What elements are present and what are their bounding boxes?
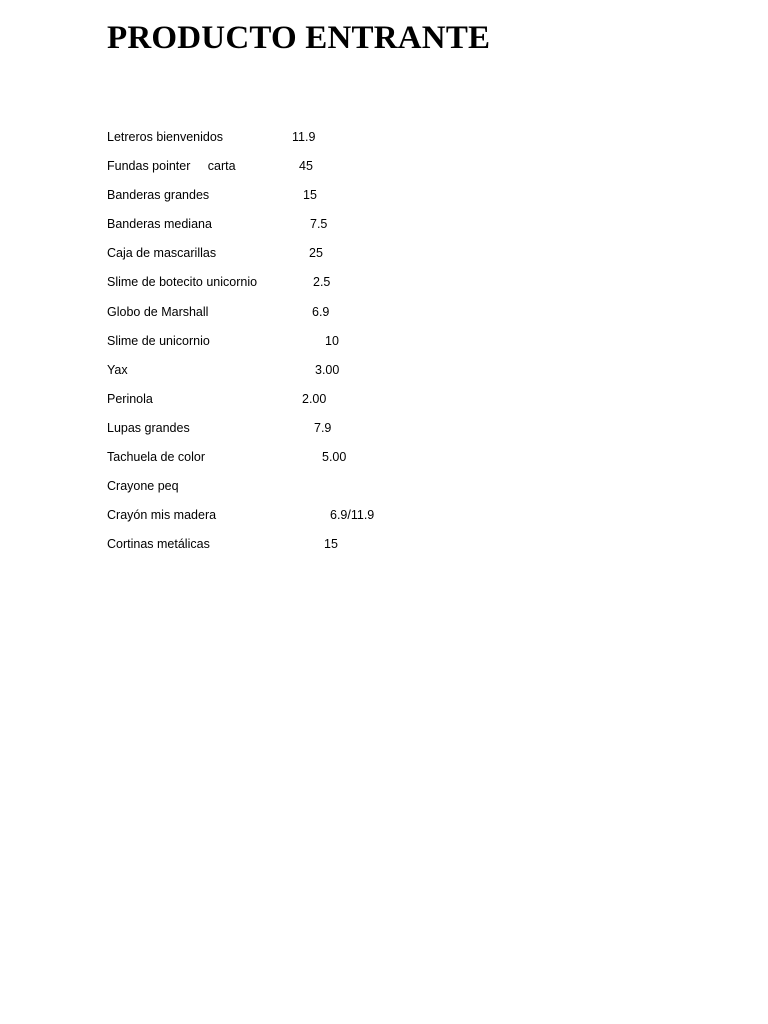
- item-price: 2.00: [302, 391, 327, 406]
- item-name: Yax: [107, 362, 128, 377]
- item-price: 7.5: [310, 217, 328, 232]
- list-item: [107, 214, 507, 243]
- list-item: [107, 302, 507, 331]
- item-name: Banderas mediana: [107, 217, 212, 232]
- item-name: Perinola: [107, 391, 153, 406]
- item-name: Lupas grandes: [107, 420, 190, 435]
- item-name: Globo de Marshall: [107, 304, 209, 319]
- item-price: 25: [309, 246, 323, 261]
- item-name: Banderas grandes: [107, 188, 210, 203]
- list-item: [107, 505, 507, 534]
- item-name: Slime de unicornio: [107, 333, 210, 348]
- item-price: 6.9/11.9: [330, 508, 375, 523]
- list-item: [107, 331, 507, 360]
- document-title: PRODUCTO ENTRANTE: [107, 20, 491, 56]
- list-item: [107, 272, 507, 301]
- item-name: Slime de botecito unicornio: [107, 275, 258, 290]
- item-name: Tachuela de color: [107, 450, 205, 465]
- list-item: [107, 418, 507, 447]
- item-price: 5.00: [322, 450, 347, 465]
- item-price: 6.9: [312, 304, 330, 319]
- item-name: Cortinas metálicas: [107, 537, 210, 552]
- list-item: [107, 243, 507, 272]
- item-price: 15: [324, 537, 338, 552]
- list-item: [107, 534, 507, 563]
- list-item: [107, 389, 507, 418]
- item-name: Caja de mascarillas: [107, 246, 217, 261]
- item-price: 45: [299, 159, 313, 174]
- item-price: 15: [303, 188, 317, 203]
- item-price: 7.9: [314, 420, 332, 435]
- list-item: [107, 360, 507, 389]
- list-item: [107, 447, 507, 476]
- item-name: Crayón mis madera: [107, 508, 217, 523]
- item-price: 10: [325, 333, 339, 348]
- product-list: [107, 127, 507, 563]
- item-price: 3.00: [315, 362, 340, 377]
- list-item: [107, 185, 507, 214]
- item-price: 2.5: [313, 275, 331, 290]
- list-item: [107, 476, 507, 505]
- item-name: Fundas pointer carta: [107, 159, 236, 174]
- item-name: Crayone peq: [107, 479, 179, 494]
- list-item: [107, 127, 507, 156]
- item-price: 11.9: [292, 130, 316, 144]
- list-item: [107, 156, 507, 185]
- item-name: Letreros bienvenidos: [107, 130, 224, 144]
